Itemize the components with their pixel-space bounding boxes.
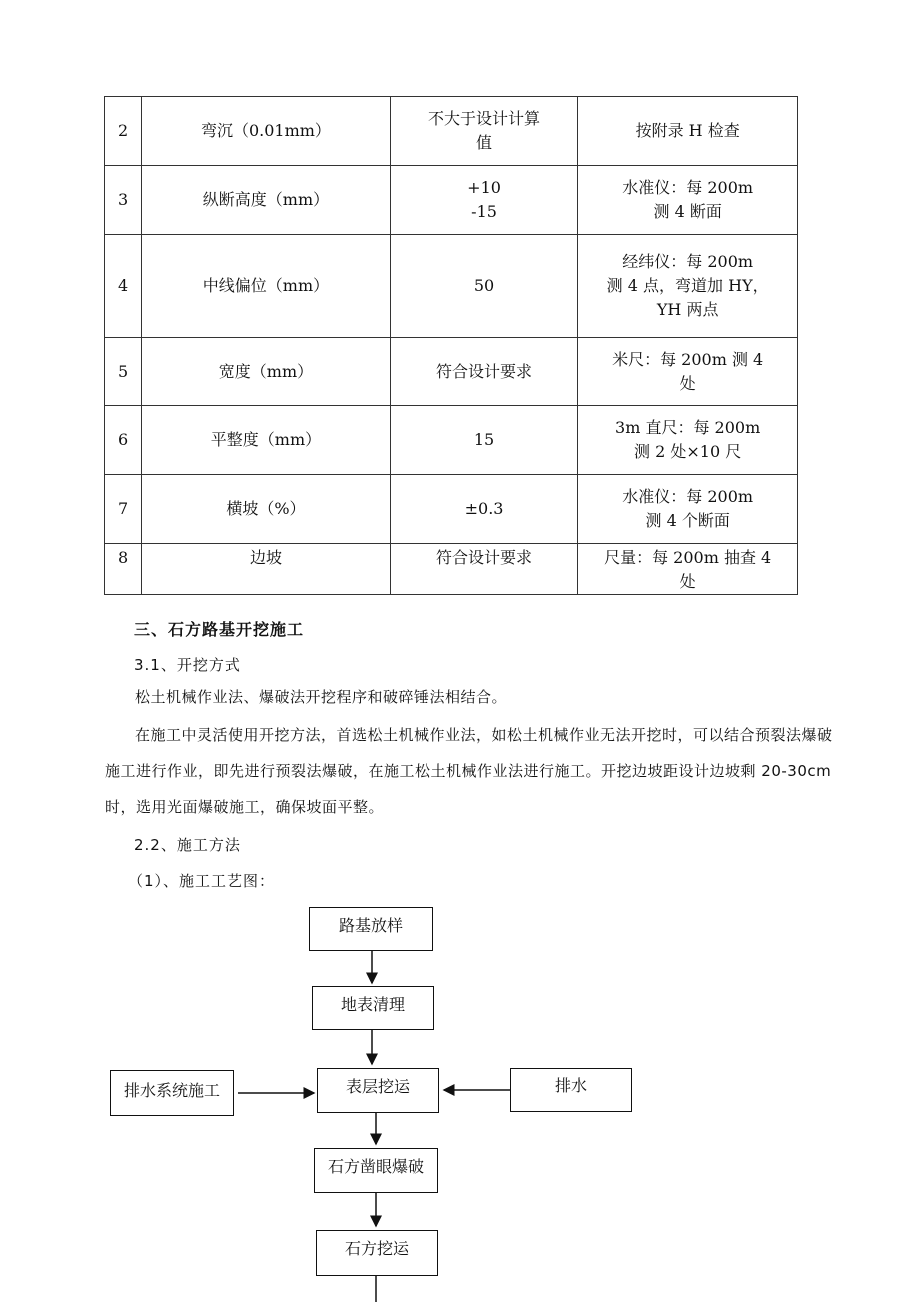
allowance-cell-line: 符合设计要求 (436, 548, 533, 567)
subheading-construction-method: 2.2、施工方法 (134, 836, 241, 854)
allowance-cell-line: +10 (467, 178, 501, 197)
method-cell-line: 测 4 点，弯道加 HY， (606, 276, 769, 295)
row-number-cell: 2 (105, 97, 142, 166)
row-number-cell: 6 (105, 406, 142, 475)
row-number-cell: 4 (105, 235, 142, 338)
method-cell-line: 测 2 处×10 尺 (634, 442, 742, 461)
allowance-cell-line: 值 (476, 133, 493, 152)
step-survey-box: 路基放样 (309, 907, 433, 951)
row-number-cell: 3 (105, 166, 142, 235)
allowance-cell-line: 50 (473, 276, 495, 295)
paragraph-methods: 松土机械作业法、爆破法开挖程序和破碎锤法相结合。 (135, 688, 508, 706)
subheading-process-diagram: （1）、施工工艺图： (128, 872, 276, 890)
step-drill-blast-box: 石方凿眼爆破 (314, 1148, 438, 1193)
allowance-cell-line: 符合设计要求 (436, 361, 533, 381)
method-cell-line: 水准仪：每 200m (622, 487, 754, 506)
allowance-cell-line: 不大于设计计算 (428, 109, 541, 128)
method-cell-line: 尺量：每 200m 抽查 4 (604, 548, 772, 567)
subheading-excavation-method: 3.1、开挖方式 (134, 656, 241, 674)
section-title: 三、石方路基开挖施工 (134, 620, 305, 639)
method-cell-line: 水准仪：每 200m (622, 178, 754, 197)
allowance-cell-line: 15 (473, 430, 495, 449)
row-number-cell: 7 (105, 475, 142, 544)
method-cell-line: 经纬仪：每 200m (622, 252, 754, 271)
step-clearing-box: 地表清理 (312, 986, 434, 1030)
item-cell: 边坡 (142, 544, 391, 595)
item-cell: 平整度（mm） (142, 406, 391, 475)
method-cell-line: 按附录 H 检查 (635, 121, 740, 140)
method-cell-line: YH 两点 (656, 300, 719, 319)
drainage-box: 排水 (510, 1068, 632, 1112)
method-cell-line: 3m 直尺：每 200m (615, 418, 761, 437)
row-number-cell: 8 (105, 544, 142, 595)
step-surface-excavation-box: 表层挖运 (317, 1068, 439, 1113)
method-cell-line: 处 (679, 572, 696, 591)
item-cell: 宽度（mm） (142, 338, 391, 406)
method-cell-line: 米尺：每 200m 测 4 (612, 349, 764, 369)
item-cell: 中线偏位（mm） (142, 235, 391, 338)
row-number-cell: 5 (105, 338, 142, 406)
method-cell-line: 处 (679, 373, 696, 393)
drainage-system-box: 排水系统施工 (110, 1070, 234, 1116)
allowance-cell-line: ±0.3 (464, 499, 504, 518)
method-cell-line: 测 4 个断面 (645, 511, 730, 530)
paragraph-flexible-excavation: 在施工中灵活使用开挖方法，首选松土机械作业法，如松土机械作业无法开挖时，可以结合预裂法爆破施工进行作业，即先进行预裂法爆破，在施工松土机械作业法进行施工。开挖边坡距设计边坡剩 20-30cm 时，选用光面爆破施工，确保坡面平整。 (105, 726, 833, 816)
item-cell: 弯沉（0.01mm） (142, 97, 391, 166)
method-cell-line: 测 4 断面 (653, 202, 722, 221)
step-rock-haul-box: 石方挖运 (316, 1230, 438, 1276)
allowance-cell-line: -15 (471, 202, 497, 221)
item-cell: 横坡（%） (142, 475, 391, 544)
item-cell: 纵断高度（mm） (142, 166, 391, 235)
